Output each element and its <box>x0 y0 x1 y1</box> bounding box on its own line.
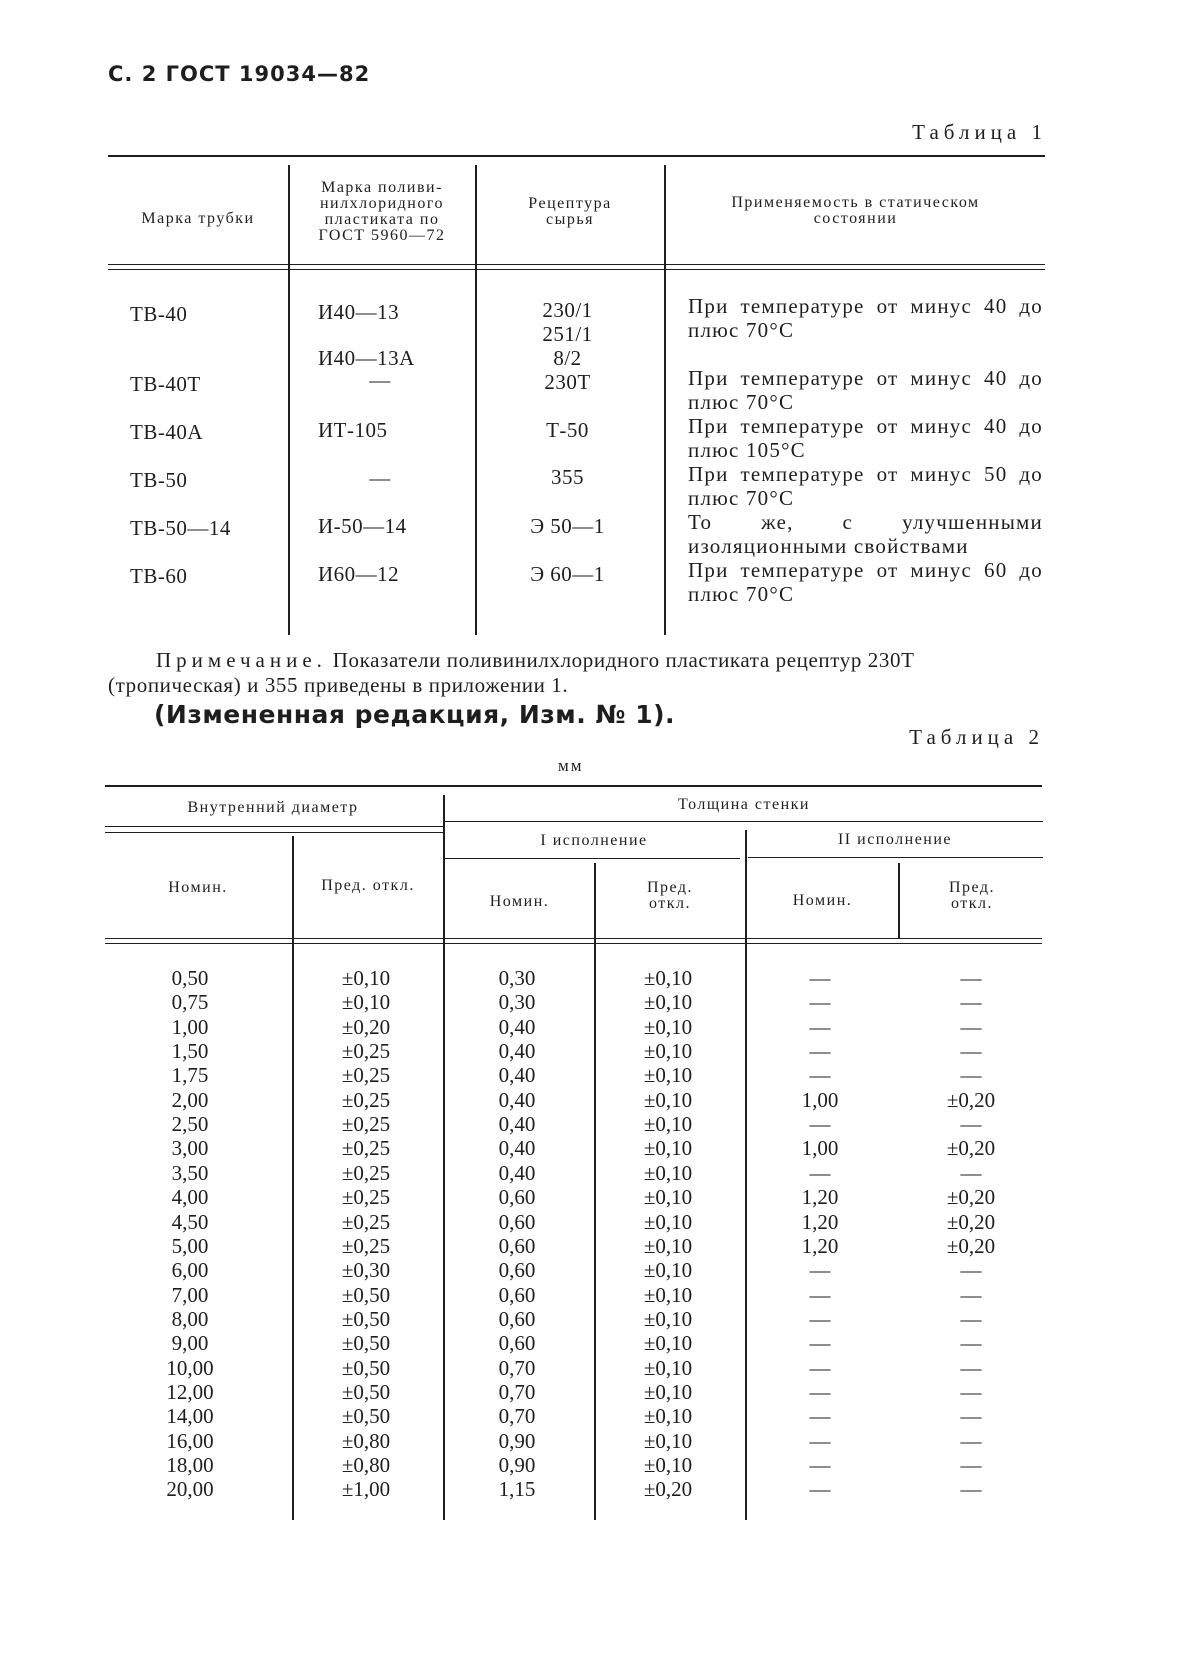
table-cell: 1,15 <box>498 1477 536 1502</box>
table-row <box>0 966 1187 990</box>
table-cell: — <box>809 1039 831 1064</box>
table-cell: 8,00 <box>171 1306 209 1331</box>
table1-usage: При температуре от минус 50 до плюс 70°С <box>688 462 1043 510</box>
table1-recipe: 8/2 <box>553 346 582 370</box>
table1-recipe: 230/1 <box>542 298 593 322</box>
table-row <box>0 1210 1187 1234</box>
table2-rule <box>748 857 1043 858</box>
table1-header-plastic: Марка поливи- нилхлоридного пластиката по ГОСТ 5960—72 <box>318 179 446 244</box>
table1-recipe: Э 60—1 <box>530 562 605 586</box>
table2-header-nominal-v1: Номин. <box>489 893 550 910</box>
page-header: С. 2 ГОСТ 19034—82 <box>108 62 371 86</box>
table-cell: 0,90 <box>498 1453 536 1477</box>
table2-caption: Таблица 2 <box>909 725 1044 749</box>
table-cell: — <box>809 1331 831 1356</box>
table2-top-rule <box>105 785 1042 787</box>
table2-rule <box>105 826 445 827</box>
table-cell: ±0,10 <box>341 990 391 1015</box>
table-cell: ±0,20 <box>946 1185 996 1210</box>
table1-usage: То же, с улучшенными изоляционными свойствами <box>688 510 1043 558</box>
table-cell: 1,20 <box>801 1209 839 1234</box>
table1-usage: При температуре от минус 40 до плюс 70°С <box>688 294 1043 342</box>
table-cell: 18,00 <box>166 1453 214 1477</box>
table-cell: — <box>809 1258 831 1283</box>
table-cell: ±0,10 <box>643 1428 693 1453</box>
note-text: Показатели поливинилхлоридного пластиката рецептур 230Т (тропическая) и 355 приведены в приложении 1. <box>108 648 915 697</box>
table-cell: ±0,10 <box>643 1282 693 1307</box>
table-cell: 2,00 <box>171 1087 209 1112</box>
table-cell: ±0,25 <box>341 1112 391 1137</box>
table-cell: ±0,25 <box>341 1209 391 1234</box>
table-row <box>0 1234 1187 1258</box>
table1-recipe: 355 <box>551 465 584 489</box>
table1-header-rule <box>108 264 1045 265</box>
table-cell: — <box>809 1453 831 1477</box>
table1-brand: ТВ-50—14 <box>130 516 231 540</box>
table-cell: ±0,10 <box>643 1258 693 1283</box>
table1-recipe: Т-50 <box>546 418 589 442</box>
table-row <box>0 1453 1187 1477</box>
table-cell: 1,00 <box>171 1014 209 1039</box>
table1-header-usage: Применяемость в статическом состоянии <box>731 194 980 227</box>
table-cell: 0,40 <box>498 1087 536 1112</box>
table-cell: — <box>960 990 982 1015</box>
table-row <box>0 1039 1187 1063</box>
table-cell: ±0,50 <box>341 1306 391 1331</box>
table-cell: 0,70 <box>498 1355 536 1380</box>
table1-brand: ТВ-40Т <box>130 372 201 396</box>
table2-header-nominal-v2: Номин. <box>792 892 853 909</box>
table-row <box>0 990 1187 1014</box>
table-cell: ±0,50 <box>341 1379 391 1404</box>
table-cell: — <box>960 1014 982 1039</box>
table-cell: ±0,10 <box>341 966 391 990</box>
table1-usage: При температуре от минус 60 до плюс 70°С <box>688 558 1043 606</box>
table2-header-wall-thickness: Толщина стенки <box>678 796 810 813</box>
table-cell: 0,60 <box>498 1233 536 1258</box>
table1-usage: При температуре от минус 40 до плюс 105°С <box>688 414 1043 462</box>
table1-plastic: ИТ-105 <box>318 418 388 442</box>
table-cell: 1,00 <box>801 1136 839 1161</box>
table-cell: ±0,30 <box>341 1258 391 1283</box>
table-cell: — <box>809 1014 831 1039</box>
table-cell: — <box>960 1428 982 1453</box>
table-cell: 0,30 <box>498 990 536 1015</box>
table1-col-divider <box>475 165 477 635</box>
table1-brand: ТВ-50 <box>130 468 188 492</box>
table-cell: ±0,10 <box>643 1087 693 1112</box>
table-cell: ±0,25 <box>341 1136 391 1161</box>
table-cell: ±0,10 <box>643 1014 693 1039</box>
table2-header-deviation-v2: Пред. откл. <box>948 879 996 912</box>
table1-col-divider <box>664 165 666 635</box>
table-cell: — <box>960 1282 982 1307</box>
table-cell: 0,40 <box>498 1136 536 1161</box>
table2-unit: мм <box>558 756 584 775</box>
table-cell: — <box>960 1039 982 1064</box>
table-cell: 4,00 <box>171 1185 209 1210</box>
table-cell: 0,40 <box>498 1063 536 1088</box>
table-cell: 0,70 <box>498 1404 536 1429</box>
table-cell: — <box>960 1331 982 1356</box>
table-cell: ±0,10 <box>643 1453 693 1477</box>
table-cell: 0,60 <box>498 1185 536 1210</box>
table-cell: 0,40 <box>498 1112 536 1137</box>
table1-recipe: Э 50—1 <box>530 514 605 538</box>
table-row <box>0 1185 1187 1209</box>
table-cell: ±0,80 <box>341 1428 391 1453</box>
table2-header-rule <box>105 938 1042 939</box>
edition-note: (Измененная редакция, Изм. № 1). <box>154 700 676 729</box>
table-cell: ±0,10 <box>643 1160 693 1185</box>
table-cell: — <box>960 1477 982 1502</box>
table1-top-rule <box>108 155 1045 157</box>
table-cell: ±0,10 <box>643 1063 693 1088</box>
table1-header-brand: Марка трубки <box>141 210 255 227</box>
table-cell: — <box>809 1306 831 1331</box>
table-row <box>0 1380 1187 1404</box>
table-cell: ±0,10 <box>643 1355 693 1380</box>
table-row <box>0 1161 1187 1185</box>
table-cell: 6,00 <box>171 1258 209 1283</box>
table-cell: 20,00 <box>166 1477 214 1502</box>
table1-usage: При температуре от минус 40 до плюс 70°С <box>688 366 1043 414</box>
table-cell: 16,00 <box>166 1428 214 1453</box>
table1-plastic: И40—13 <box>318 300 400 324</box>
table1-header-recipe: Рецептура сырья <box>528 195 612 228</box>
table-cell: 0,70 <box>498 1379 536 1404</box>
table-cell: ±0,10 <box>643 1404 693 1429</box>
table-cell: 0,40 <box>498 1039 536 1064</box>
table-cell: — <box>809 1112 831 1137</box>
table-cell: 9,00 <box>171 1331 209 1356</box>
table-cell: — <box>960 1355 982 1380</box>
table-cell: 0,90 <box>498 1428 536 1453</box>
table-cell: ±0,10 <box>643 1185 693 1210</box>
table1-note <box>108 648 1043 698</box>
table-cell: — <box>960 1404 982 1429</box>
table-cell: ±0,25 <box>341 1087 391 1112</box>
table-cell: 0,40 <box>498 1160 536 1185</box>
table-cell: — <box>809 1063 831 1088</box>
table-cell: ±0,25 <box>341 1063 391 1088</box>
table-cell: 0,60 <box>498 1331 536 1356</box>
table-cell: 14,00 <box>166 1404 214 1429</box>
table-row <box>0 1477 1187 1501</box>
table-cell: 0,50 <box>171 966 209 990</box>
table1-header-rule-2 <box>108 269 1045 270</box>
table-cell: 0,40 <box>498 1014 536 1039</box>
table-cell: — <box>809 1379 831 1404</box>
table-row <box>0 1136 1187 1160</box>
table-row <box>0 1112 1187 1136</box>
table1-col-divider <box>288 165 290 635</box>
table2-header-version1: I исполнение <box>540 832 648 849</box>
table-cell: — <box>960 1453 982 1477</box>
table-row <box>0 1404 1187 1428</box>
table-cell: ±0,50 <box>341 1404 391 1429</box>
table-cell: ±0,20 <box>946 1209 996 1234</box>
table-cell: ±0,80 <box>341 1453 391 1477</box>
table-cell: ±0,20 <box>946 1136 996 1161</box>
table-cell: 2,50 <box>171 1112 209 1137</box>
table-cell: ±0,50 <box>341 1282 391 1307</box>
table-row <box>0 1283 1187 1307</box>
table-cell: ±0,10 <box>643 1331 693 1356</box>
table-row <box>0 1356 1187 1380</box>
table2-header-deviation: Пред. откл. <box>321 877 415 894</box>
table2-header-rule-2 <box>105 943 1042 944</box>
table-cell: 1,20 <box>801 1233 839 1258</box>
table-cell: 1,20 <box>801 1185 839 1210</box>
table-cell: 1,75 <box>171 1063 209 1088</box>
table-cell: — <box>960 1160 982 1185</box>
table-cell: — <box>960 1306 982 1331</box>
table1-caption: Таблица 1 <box>912 120 1047 144</box>
table-cell: ±0,10 <box>643 1039 693 1064</box>
table-cell: ±0,20 <box>341 1014 391 1039</box>
table-cell: ±0,50 <box>341 1355 391 1380</box>
table-cell: ±0,10 <box>643 1233 693 1258</box>
table-cell: 10,00 <box>166 1355 214 1380</box>
table2-col-divider <box>898 863 900 938</box>
table-cell: 5,00 <box>171 1233 209 1258</box>
table-row <box>0 1088 1187 1112</box>
table-cell: ±0,10 <box>643 1306 693 1331</box>
table-cell: — <box>960 1112 982 1137</box>
table-row <box>0 1307 1187 1331</box>
table2-header-inner-diameter: Внутренний диаметр <box>187 799 359 816</box>
table-cell: — <box>809 966 831 990</box>
table-row <box>0 1429 1187 1453</box>
table1-plastic: И-50—14 <box>318 514 407 538</box>
table-cell: 7,00 <box>171 1282 209 1307</box>
table2-rule <box>445 858 740 859</box>
table-row <box>0 1331 1187 1355</box>
table2-header-nominal: Номин. <box>168 879 228 896</box>
table-cell: — <box>809 1355 831 1380</box>
table1-recipe: 230Т <box>544 370 591 394</box>
table-cell: ±0,10 <box>643 1379 693 1404</box>
table2-rule <box>445 821 1043 822</box>
table-cell: — <box>960 966 982 990</box>
table-cell: 0,30 <box>498 966 536 990</box>
table-cell: — <box>809 1428 831 1453</box>
table-cell: — <box>809 990 831 1015</box>
table-cell: 0,60 <box>498 1282 536 1307</box>
table-cell: ±1,00 <box>341 1477 391 1502</box>
table-cell: ±0,20 <box>946 1087 996 1112</box>
table1-plastic: — <box>369 466 391 490</box>
table-cell: 4,50 <box>171 1209 209 1234</box>
table1-brand: ТВ-40А <box>130 420 203 444</box>
table-cell: ±0,25 <box>341 1039 391 1064</box>
table-cell: ±0,25 <box>341 1160 391 1185</box>
table-cell: — <box>809 1160 831 1185</box>
table-cell: 3,50 <box>171 1160 209 1185</box>
table-cell: ±0,20 <box>643 1477 693 1502</box>
table-cell: 1,50 <box>171 1039 209 1064</box>
table1-plastic: И60—12 <box>318 562 400 586</box>
table1-brand: ТВ-60 <box>130 564 188 588</box>
table-cell: ±0,25 <box>341 1233 391 1258</box>
table-cell: — <box>960 1063 982 1088</box>
table-cell: — <box>809 1404 831 1429</box>
table1-recipe: 251/1 <box>542 322 593 346</box>
table-cell: ±0,10 <box>643 1209 693 1234</box>
table2-header-version2: II исполнение <box>837 831 953 848</box>
table-cell: ±0,10 <box>643 1112 693 1137</box>
table-cell: — <box>960 1258 982 1283</box>
table-row <box>0 1258 1187 1282</box>
table-cell: ±0,10 <box>643 1136 693 1161</box>
table-row <box>0 1063 1187 1087</box>
table-cell: 0,75 <box>171 990 209 1015</box>
table-cell: 0,60 <box>498 1258 536 1283</box>
table-cell: 0,60 <box>498 1306 536 1331</box>
table-cell: 3,00 <box>171 1136 209 1161</box>
table1-plastic: И40—13А <box>318 346 415 370</box>
table-cell: ±0,20 <box>946 1233 996 1258</box>
table-cell: ±0,50 <box>341 1331 391 1356</box>
table-cell: 12,00 <box>166 1379 214 1404</box>
note-label: Примечание. <box>156 648 327 672</box>
table-row <box>0 1015 1187 1039</box>
table-cell: 0,60 <box>498 1209 536 1234</box>
table-cell: — <box>809 1282 831 1307</box>
table-cell: ±0,25 <box>341 1185 391 1210</box>
table2-rule <box>105 832 445 833</box>
table1-brand: ТВ-40 <box>130 302 188 326</box>
table1-plastic: — <box>369 368 391 392</box>
table2-header-deviation-v1: Пред. откл. <box>646 879 694 912</box>
table-cell: ±0,10 <box>643 966 693 990</box>
table-cell: ±0,10 <box>643 990 693 1015</box>
table-cell: — <box>960 1379 982 1404</box>
table-cell: 1,00 <box>801 1087 839 1112</box>
table-cell: — <box>809 1477 831 1502</box>
